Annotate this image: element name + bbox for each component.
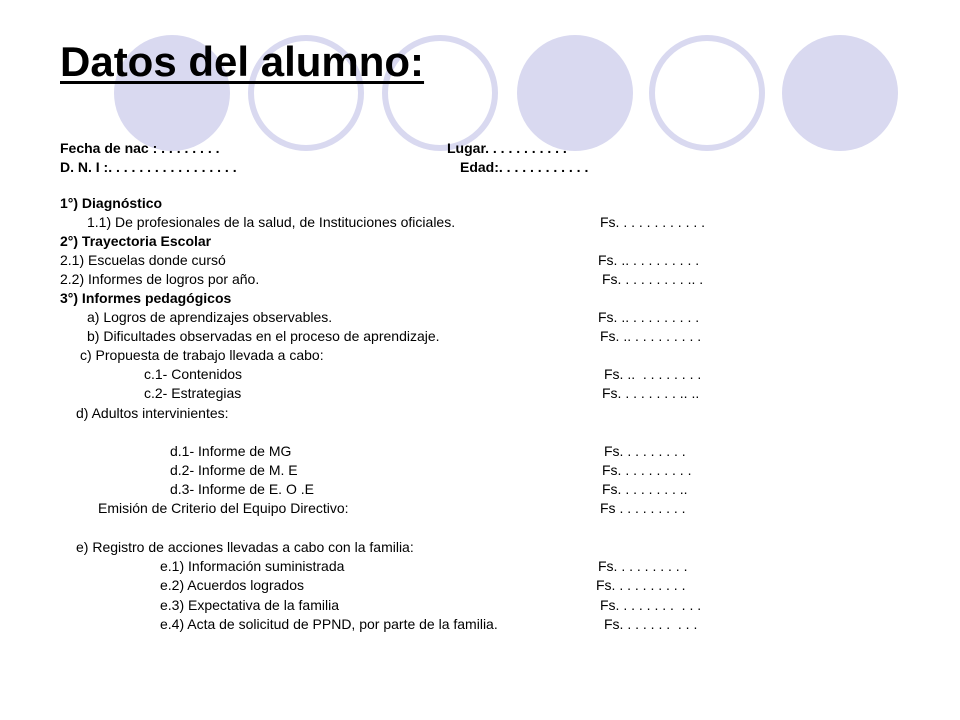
item-2-2-fs: Fs. . . . . . . . . .. . xyxy=(602,271,704,287)
item-3-c2: c.2- Estrategias xyxy=(144,385,242,401)
item-3-c1-fs: Fs. .. . . . . . . . . xyxy=(604,366,702,382)
item-3-e1: e.1) Información suministrada xyxy=(160,558,345,574)
decor-circle-filled-2 xyxy=(517,35,633,151)
item-3-b: b) Dificultades observadas en el proceso de aprendizaje. xyxy=(87,328,440,344)
emision-criterio: Emisión de Criterio del Equipo Directivo: xyxy=(98,500,349,516)
item-2-2: 2.2) Informes de logros por año. xyxy=(60,271,260,287)
item-3-d3-fs: Fs. . . . . . . . .. xyxy=(602,481,688,497)
dni-field: D. N. I :. . . . . . . . . . . . . . . . . xyxy=(60,159,237,175)
item-3-e3-fs: Fs. . . . . . . . . . . xyxy=(600,597,702,613)
item-3-e2: e.2) Acuerdos logrados xyxy=(160,577,304,593)
item-3-e3: e.3) Expectativa de la familia xyxy=(160,597,339,613)
item-3-d1-fs: Fs. . . . . . . . . xyxy=(604,443,686,459)
item-3-e4-fs: Fs. . . . . . . . . . xyxy=(604,616,698,632)
page-title: Datos del alumno: xyxy=(60,38,425,85)
item-2-1: 2.1) Escuelas donde cursó xyxy=(60,252,226,268)
item-3-d3: d.3- Informe de E. O .E xyxy=(170,481,314,497)
item-3-a-fs: Fs. .. . . . . . . . . . xyxy=(598,309,700,325)
item-3-a: a) Logros de aprendizajes observables. xyxy=(87,309,333,325)
section-informes-heading: 3°) Informes pedagógicos xyxy=(60,290,232,306)
item-3-c1: c.1- Contenidos xyxy=(144,366,243,382)
decor-circle-ring-3 xyxy=(652,38,762,148)
item-3-d: d) Adultos intervinientes: xyxy=(76,405,229,421)
item-1-1: 1.1) De profesionales de la salud, de Instituciones oficiales. xyxy=(87,214,456,230)
section-trayectoria-heading: 2°) Trayectoria Escolar xyxy=(60,233,212,249)
emision-criterio-fs: Fs . . . . . . . . . xyxy=(600,500,686,516)
item-3-c: c) Propuesta de trabajo llevada a cabo: xyxy=(80,347,324,363)
item-3-d2: d.2- Informe de M. E xyxy=(170,462,298,478)
edad-field: Edad:. . . . . . . . . . . . xyxy=(460,159,589,175)
item-3-b-fs: Fs. .. . . . . . . . . . xyxy=(600,328,702,344)
item-2-1-fs: Fs. .. . . . . . . . . . xyxy=(598,252,700,268)
item-1-1-fs: Fs. . . . . . . . . . . . xyxy=(600,214,706,230)
item-3-d2-fs: Fs. . . . . . . . . . xyxy=(602,462,692,478)
item-3-c2-fs: Fs. . . . . . . . .. .. xyxy=(602,385,700,401)
section-diagnostico-heading: 1°) Diagnóstico xyxy=(60,195,163,211)
item-3-e1-fs: Fs. . . . . . . . . . xyxy=(598,558,688,574)
item-3-e: e) Registro de acciones llevadas a cabo con la familia: xyxy=(76,539,414,555)
item-3-d1: d.1- Informe de MG xyxy=(170,443,292,459)
fecha-nac-field: Fecha de nac : . . . . . . . . xyxy=(60,140,220,156)
item-3-e4: e.4) Acta de solicitud de PPND, por parte de la familia. xyxy=(160,616,498,632)
item-3-e2-fs: Fs. . . . . . . . . . xyxy=(596,577,686,593)
decor-circle-filled-3 xyxy=(782,35,898,151)
lugar-field: Lugar. . . . . . . . . . . xyxy=(447,140,567,156)
